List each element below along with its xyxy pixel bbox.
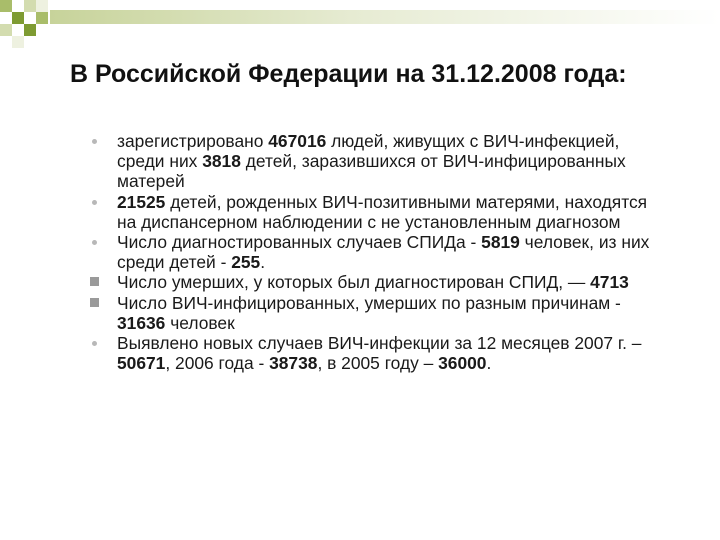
dot-bullet-icon [92,200,97,205]
text-run: зарегистрировано [117,131,269,151]
bullet-text [117,272,670,292]
bullet-item [90,293,670,333]
bold-figure: 467016 [268,131,327,151]
text-run: . [260,252,266,273]
text-run: Выявлено новых случаев ВИЧ-инфекции за 12 месяцев 2007 г. – [117,333,642,354]
square-bullet-icon [90,298,99,307]
bullet-text [117,232,670,272]
text-run: детей, заразившихся от ВИЧ-инфицированных матерей [117,151,626,192]
text-run: детей, рожденных ВИЧ-позитивными матерями, находятся на диспансерном наблюдении с не установленным диагнозом [117,191,648,232]
bold-figure: 38738 [269,353,318,374]
text-run: людей, живущих с ВИЧ-инфекцией, среди них [117,131,620,172]
bullet-item [90,272,670,292]
bullet-text [117,293,670,333]
text-run: , 2006 года - [165,353,270,374]
bold-figure: 3818 [202,151,241,172]
bullet-text [117,131,670,192]
header-fade-bar [50,10,720,24]
bold-figure: 5819 [481,232,520,253]
deco-square [36,0,48,12]
text-run: . [486,353,492,374]
bullet-item [90,192,670,232]
deco-square [0,0,12,12]
decorative-header-pattern [0,0,720,50]
deco-square [0,24,12,36]
bullet-text [117,192,670,232]
text-run: Число умерших, у которых был диагностирован СПИД, — [117,272,591,293]
deco-square [24,0,36,12]
deco-square [36,12,48,24]
deco-square [24,24,36,36]
slide-title: В Российской Федерации на 31.12.2008 года: [70,60,627,88]
text-run: человек, из них среди детей - [117,232,650,273]
text-run: Число диагностированных случаев СПИДа - [117,232,482,253]
bold-figure: 36000 [438,353,487,374]
deco-square [12,36,24,48]
text-run: , в 2005 году – [317,353,439,374]
dot-bullet-icon [92,240,97,245]
square-bullet-icon [90,277,99,286]
bold-figure: 255 [231,252,261,273]
dot-bullet-icon [92,139,97,144]
bullet-item [90,333,670,373]
bullet-item [90,131,670,192]
text-run: человек [165,312,235,333]
text-run: Число ВИЧ-инфицированных, умерших по разным причинам - [117,292,621,313]
bullet-list [90,131,670,373]
bold-figure: 31636 [117,312,166,333]
bold-figure: 4713 [590,272,629,293]
bold-figure: 50671 [117,353,166,374]
bullet-text [117,333,670,373]
deco-square [12,12,24,24]
bold-figure: 21525 [117,191,166,212]
bullet-item [90,232,670,272]
dot-bullet-icon [92,341,97,346]
